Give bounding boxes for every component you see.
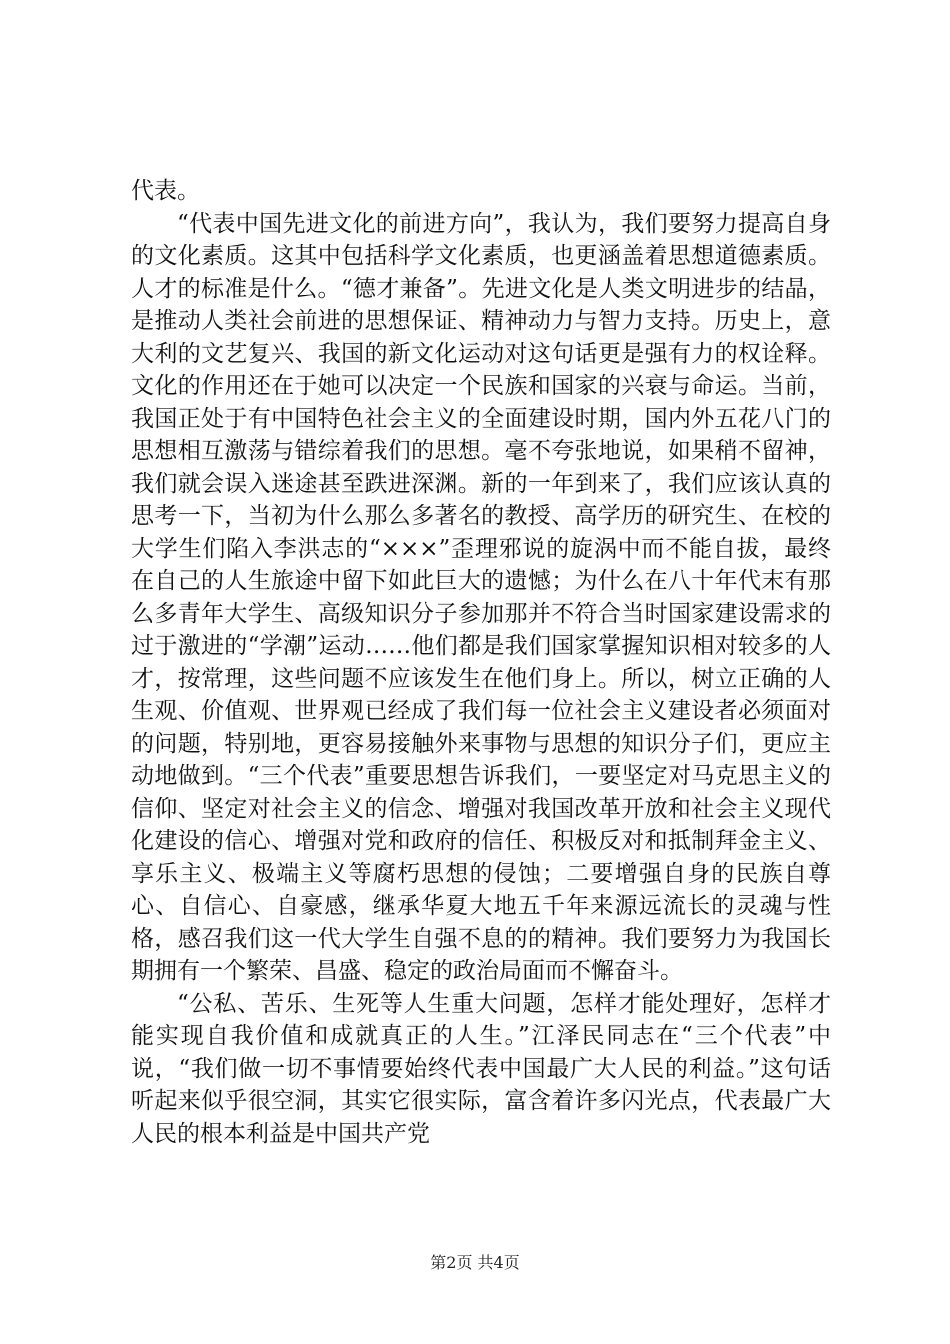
paragraph-2: “代表中国先进文化的前进方向”，我认为，我们要努力提高自身的文化素质。这其中包括科学文化素质，也更涵盖着思想道德素质。人才的标准是什么。“德才兼备”。先进文化是人类文明进步的结晶，是推动人类社会前进的思想保证、精神动力与智力支持。历史上，意大利的文艺复兴、我国的新文化运动对这句话更是强有力的权诠释。文化的作用还在于她可以决定一个民族和国家的兴衰与命运。当前，我国正处于有中国特色社会主义的全面建设时期，国内外五花八门的思想相互激荡与错综着我们的思想。毫不夸张地说，如果稍不留神，我们就会误入迷途甚至跌进深渊。新的一年到来了，我们应该认真的思考一下，当初为什么那么多著名的教授、高学历的研究生、在校的大学生们陷入李洪志的“×××”歪理邪说的旋涡中而不能自拔，最终在自己的人生旅途中留下如此巨大的遗憾；为什么在八十年代末有那么多青年大学生、高级知识分子参加那并不符合当时国家建设需求的过于激进的“学潮”运动……他们都是我们国家掌握知识相对较多的人才，按常理，这些问题不应该发生在他们身上。所以，树立正确的人生观、价值观、世界观已经成了我们每一位社会主义建设者必须面对的问题，特别地，更容易接触外来事物与思想的知识分子们，更应主动地做到。“三个代表”重要思想告诉我们，一要坚定对马克思主义的信仰、坚定对社会主义的信念、增强对我国改革开放和社会主义现代化建设的信心、增强对党和政府的信任、积极反对和抵制拜金主义、享乐主义、极端主义等腐朽思想的侵蚀；二要增强自身的民族自尊心、自信心、自豪感，继承华夏大地五千年来源远流长的灵魂与性格，感召我们这一代大学生自强不息的的精神。我们要努力为我国长期拥有一个繁荣、昌盛、稳定的政治局面而不懈奋斗。 [131, 210, 831, 984]
paragraph-1: 代表。 [131, 178, 200, 204]
page-number-footer: 第2页 共4页 [430, 1253, 520, 1272]
paragraph-3: “公私、苦乐、生死等人生重大问题，怎样才能处理好，怎样才能实现自我价值和成就真正的人生。”江泽民同志在“三个代表”中说，“我们做一切不事情要始终代表中国最广大人民的利益。”这句话听起来似乎很空洞，其实它很实际，富含着许多闪光点，代表最广大人民的根本利益是中国共产党 [131, 990, 831, 1147]
body-text [131, 175, 831, 1150]
